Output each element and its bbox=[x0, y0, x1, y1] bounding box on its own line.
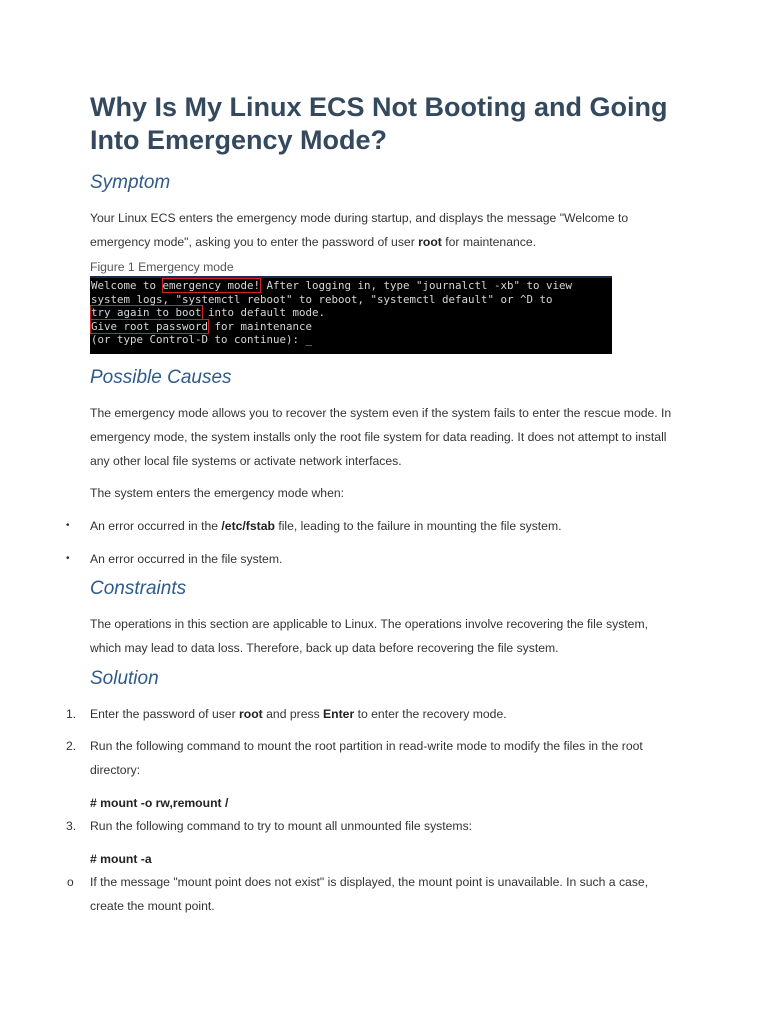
terminal-line: Give root password for maintenance bbox=[91, 319, 313, 333]
terminal-highlight: try again to boot bbox=[91, 306, 202, 319]
step-number: 3. bbox=[66, 819, 77, 833]
step-number: 1. bbox=[66, 707, 77, 721]
enter-bold: Enter bbox=[323, 707, 355, 721]
page-title: Why Is My Linux ECS Not Booting and Going Into Emergency Mode? bbox=[90, 92, 668, 155]
heading-possible-causes: Possible Causes bbox=[90, 367, 232, 388]
heading-constraints: Constraints bbox=[90, 578, 187, 599]
command-mount-all: # mount -a bbox=[90, 852, 152, 866]
sub-bullet-marker: o bbox=[67, 875, 74, 889]
step-3: Run the following command to try to mount all unmounted file systems: bbox=[90, 819, 473, 833]
terminal-highlight: Give root password bbox=[91, 319, 209, 333]
symptom-paragraph bbox=[90, 206, 680, 254]
command-remount: # mount -o rw,remount / bbox=[90, 796, 229, 810]
causes-paragraph: The emergency mode allows you to recover the system even if the system fails to enter the rescue mode. In emergency mode, the system installs only the root file system for data reading. It does not attempt to install any other local file systems or activate network interfaces. bbox=[90, 406, 672, 468]
step-1: Enter the password of user root and press Enter to enter the recovery mode. bbox=[90, 707, 507, 721]
bullet-marker: • bbox=[66, 553, 70, 564]
fstab-bold: /etc/fstab bbox=[221, 519, 275, 533]
sub-bullet-item: If the message "mount point does not exist" is displayed, the mount point is unavailable. In such a case, create the mount point. bbox=[90, 875, 649, 913]
step-2: Run the following command to mount the root partition in read-write mode to modify the files in the root directory: bbox=[90, 739, 643, 777]
bullet-item: An error occurred in the file system. bbox=[90, 552, 283, 566]
emergency-mode-terminal-image bbox=[90, 276, 612, 354]
bullet-item: An error occurred in the /etc/fstab file, leading to the failure in mounting the file system. bbox=[90, 519, 562, 533]
figure-caption: Figure 1 Emergency mode bbox=[90, 260, 234, 274]
terminal-highlight: emergency mode! bbox=[162, 279, 261, 292]
symptom-text-1: Your Linux ECS enters the emergency mode during startup, and displays the message "Welcome to emergency mode", asking you to enter the password of user bbox=[90, 211, 629, 249]
constraints-paragraph: The operations in this section are applicable to Linux. The operations involve recovering the file system, which may lead to data loss. Therefore, back up data before recovering the file system. bbox=[90, 617, 649, 655]
terminal-line: Welcome to emergency mode! After logging in, type "journalctl -xb" to view bbox=[91, 279, 573, 292]
symptom-text-2: for maintenance. bbox=[441, 235, 537, 249]
terminal-line: try again to boot into default mode. bbox=[91, 306, 326, 319]
root-bold: root bbox=[239, 707, 263, 721]
terminal-line: system logs, "systemctl reboot" to reboot, "systemctl default" or ^D to bbox=[91, 292, 553, 306]
heading-solution: Solution bbox=[90, 668, 159, 689]
causes-intro: The system enters the emergency mode when: bbox=[90, 486, 345, 500]
bullet-marker: • bbox=[66, 520, 70, 531]
symptom-root-bold: root bbox=[418, 235, 442, 249]
heading-symptom: Symptom bbox=[90, 172, 171, 193]
terminal-line: (or type Control-D to continue): _ bbox=[91, 333, 313, 346]
step-number: 2. bbox=[66, 739, 77, 753]
